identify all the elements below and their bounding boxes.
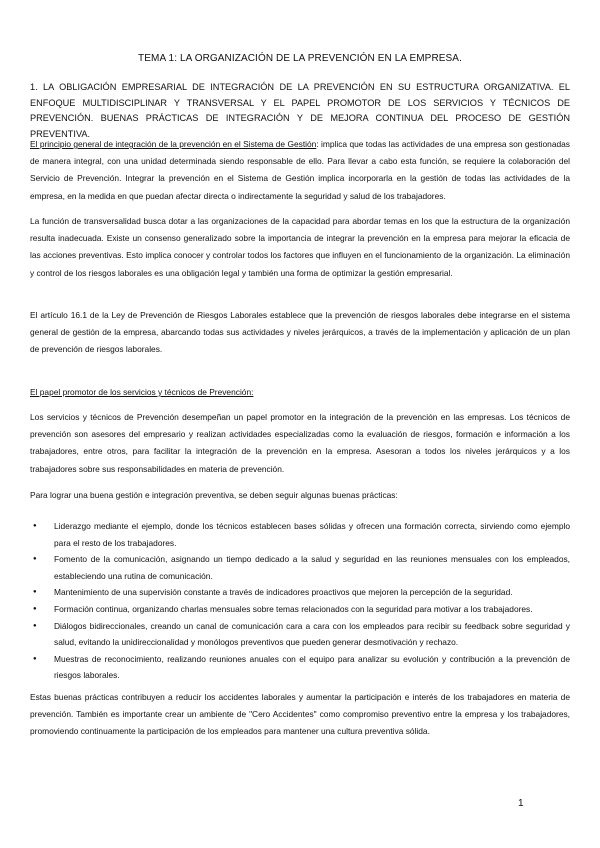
underlined-term: El principio general de integración de la prevención en el Sistema de Gestión xyxy=(30,139,317,149)
paragraph-text: : implica que todas las actividades de una empresa son gestionadas de manera integral, con una unidad determinada siendo responsable de ello. Para llevar a cabo esta función, se requiere la colaboración del Servicio de Prevención. Integrar la prevención en el Sistema de Gestión implica incorporarla en la gestión de todas las actividades de la empresa, en la medida en que puedan afectar directa o indirectamente la seguridad y salud de los trabajadores. xyxy=(30,139,570,201)
good-practices-list xyxy=(30,518,570,684)
paragraph-services-technicians: Los servicios y técnicos de Prevención desempeñan un papel promotor en la integración de la prevención en las empresas. Los técnicos de prevención son asesores del empresario y realizan actividades especializadas como la evaluación de riesgos, formación e información a los trabajadores, entre otros, para facilitar la integración de la prevención en la empresa. Asesoran a todos los niveles jerárquicos y a los trabajadores sobre sus responsabilidades en materia de prevención. xyxy=(30,412,570,474)
paragraph-integration-principle xyxy=(30,136,570,205)
document-title: TEMA 1: LA ORGANIZACIÓN DE LA PREVENCIÓN EN LA EMPRESA. xyxy=(138,53,462,64)
list-item: ● Mantenimiento de una supervisión constante a través de indicadores proactivos que mejoren la percepción de la seguridad. xyxy=(30,584,570,601)
paragraph-good-practices-intro: Para lograr una buena gestión e integración preventiva, se deben seguir algunas buenas prácticas: xyxy=(30,490,398,500)
paragraph-transversality: La función de transversalidad busca dotar a las organizaciones de la capacidad para abordar temas en los que la estructura de la organización resulta inadecuada. Existe un consenso generalizado sobre la importancia de integrar la prevención en la empresa para mejorar la eficacia de las acciones preventivas. Esto implica conocer y controlar todos los factores que influyen en el funcionamiento de la organización. La eliminación y control de los riesgos laborales es una obligación legal y también una forma de optimizar la gestión empresarial. xyxy=(30,216,570,278)
list-item: ● Fomento de la comunicación, asignando un tiempo dedicado a la salud y seguridad en las reuniones mensuales con los empleados, estableciendo una rutina de comunicación. xyxy=(30,551,570,584)
list-item: ● Muestras de reconocimiento, realizando reuniones anuales con el equipo para analizar su evolución y contribución a la prevención de riesgos laborales. xyxy=(30,651,570,684)
section-heading: 1. LA OBLIGACIÓN EMPRESARIAL DE INTEGRACIÓN DE LA PREVENCIÓN EN SU ESTRUCTURA ORGANIZATIVA. EL ENFOQUE MULTIDISCIPLINAR Y TRANSVERSAL Y EL PAPEL PROMOTOR DE LOS SERVICIOS Y TÉCNICOS DE PREVENCIÓN. BUENAS PRÁCTICAS DE INTEGRACIÓN Y DE MEJORA CONTINUA DEL PROCESO DE GESTIÓN PREVENTIVA. xyxy=(30,82,570,139)
subheading-promoter-role: El papel promotor de los servicios y técnicos de Prevención: xyxy=(30,387,254,397)
paragraph-article-16: El artículo 16.1 de la Ley de Prevención de Riesgos Laborales establece que la prevención de riesgos laborales debe integrarse en el sistema general de gestión de la empresa, abarcando todas sus actividades y niveles jerárquicos, a través de la implementación y aplicación de un plan de prevención de riesgos laborales. xyxy=(30,310,570,355)
list-item: ● Formación continua, organizando charlas mensuales sobre temas relacionados con la seguridad para motivar a los trabajadores. xyxy=(30,601,570,618)
page-number: 1 xyxy=(518,798,524,809)
paragraph-conclusion: Estas buenas prácticas contribuyen a reducir los accidentes laborales y aumentar la participación e interés de los trabajadores en materia de prevención. También es importante crear un ambiente de "Cero Accidentes" como compromiso preventivo entre la empresa y los trabajadores, promoviendo continuamente la participación de los empleados para mantener una cultura preventiva sólida. xyxy=(30,692,570,737)
list-item: ● Liderazgo mediante el ejemplo, donde los técnicos establecen bases sólidas y ofrecen una formación correcta, sirviendo como ejemplo para el resto de los trabajadores. xyxy=(30,518,570,551)
list-item: ● Diálogos bidireccionales, creando un canal de comunicación cara a cara con los empleados para recibir su feedback sobre seguridad y salud, evitando la unidireccionalidad y monólogos preventivos que pueden generar desmotivación y rechazo. xyxy=(30,618,570,651)
